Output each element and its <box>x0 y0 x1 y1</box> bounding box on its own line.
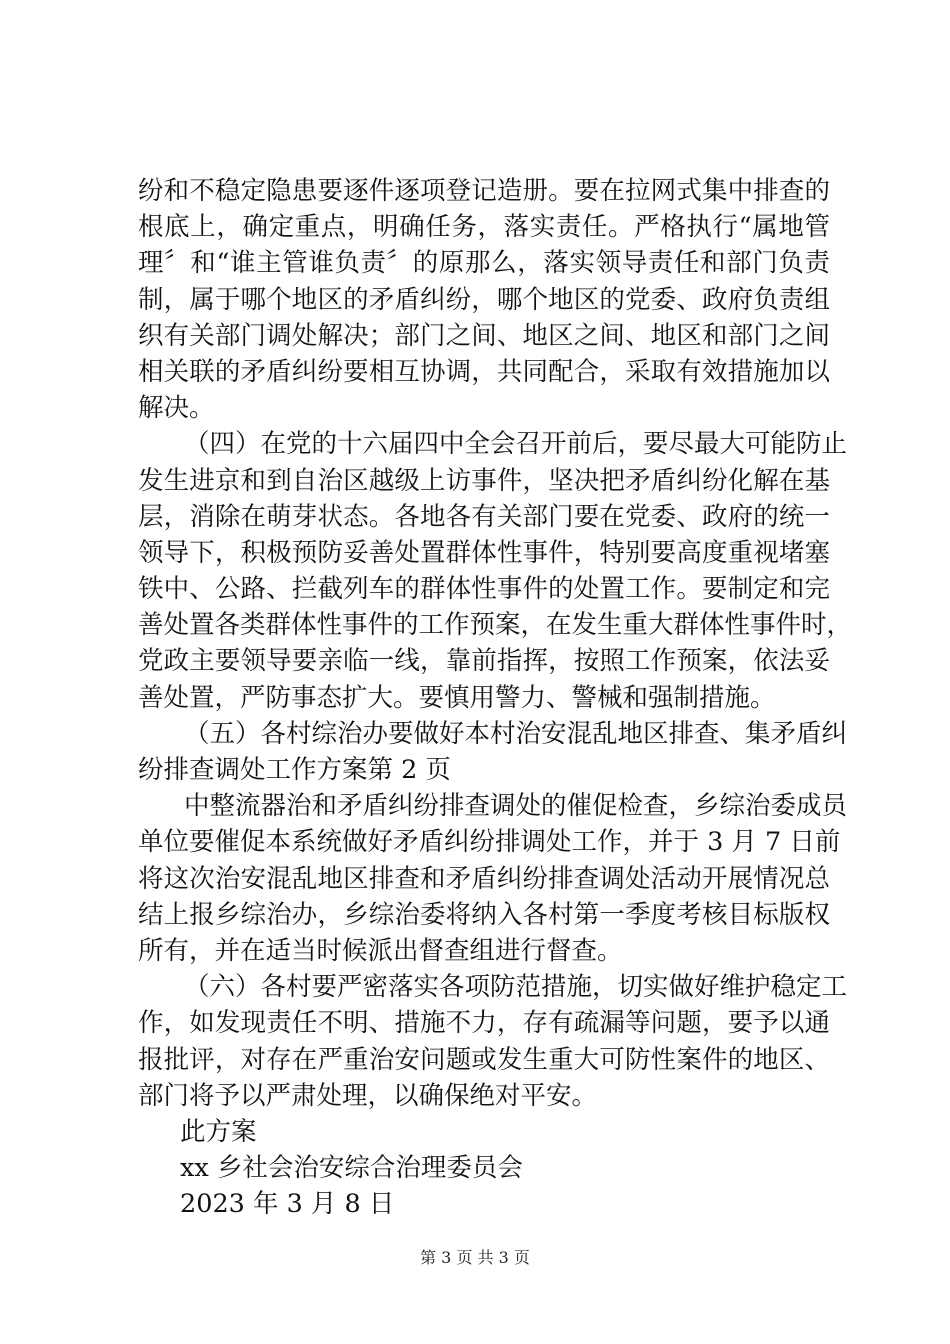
body-line-3: 理〞和“谁主管谁负责〞的原那么，落实领导责任和部门负责 <box>138 248 830 279</box>
body-line-10: 层，消除在萌芽状态。各地各有关部门要在党委、政府的统一 <box>138 501 830 532</box>
body-line-17: 纷排查调处工作方案第 2 页 <box>138 755 451 785</box>
body-line-7: 解决。 <box>138 393 215 424</box>
body-line-11: 领导下，积极预防妥善处置群体性事件，特别要高度重视堵塞 <box>138 537 830 568</box>
body-line-13: 善处置各类群体性事件的工作预案，在发生重大群体性事件时， <box>138 610 853 641</box>
body-line-19: 单位要催促本系统做好矛盾纠纷排调处工作，并于 3 月 7 日前 <box>138 827 841 858</box>
paragraph-5-start: （五）各村综治办要做好本村治安混乱地区排查、集矛盾纠 <box>184 718 848 749</box>
body-line-22: 所有，并在适当时候派出督查组进行督查。 <box>138 935 623 966</box>
document-body <box>138 173 853 1222</box>
body-line-9: 发生进京和到自治区越级上访事件，坚决把矛盾纠纷化解在基 <box>138 465 830 496</box>
closing-note: 此方案 <box>180 1116 257 1147</box>
paragraph-4-start: （四）在党的十六届四中全会召开前后，要尽最大可能防止 <box>184 429 848 460</box>
body-line-12: 铁中、公路、拦截列车的群体性事件的处置工作。要制定和完 <box>138 574 830 605</box>
body-line-4: 制，属于哪个地区的矛盾纠纷，哪个地区的党委、政府负责组 <box>138 284 830 315</box>
body-line-1: 纷和不稳定隐患要逐件逐项登记造册。要在拉网式集中排查的 <box>138 176 830 206</box>
document-date: 2023 年 3 月 8 日 <box>180 1189 395 1220</box>
body-line-24: 作，如发现责任不明、措施不力，存有疏漏等问题，要予以通 <box>138 1008 830 1039</box>
body-line-21: 结上报乡综治办，乡综治委将纳入各村第一季度考核目标版权 <box>138 899 830 930</box>
paragraph-6-start: （六）各村要严密落实各项防范措施，切实做好维护稳定工 <box>184 972 848 1003</box>
issuing-organization: xx 乡社会治安综合治理委员会 <box>180 1153 523 1184</box>
body-line-15: 善处置，严防事态扩大。要慎用警力、警械和强制措施。 <box>138 682 776 713</box>
body-line-14: 党政主要领导要亲临一线，靠前指挥，按照工作预案，依法妥 <box>138 646 830 677</box>
paragraph-5-continued: 中整流器治和矛盾纠纷排查调处的催促检查，乡综治委成员 <box>184 791 848 822</box>
page-footer: 第 3 页 共 3 页 <box>420 1248 530 1267</box>
body-line-20: 将这次治安混乱地区排查和矛盾纠纷排查调处活动开展情况总 <box>138 863 830 894</box>
body-line-6: 相关联的矛盾纠纷要相互协调，共同配合，采取有效措施加以 <box>138 356 830 387</box>
body-line-25: 报批评，对存在严重治安问题或发生重大可防性案件的地区、 <box>138 1044 830 1075</box>
body-line-5: 织有关部门调处解决；部门之间、地区之间、地区和部门之间 <box>138 320 830 351</box>
body-line-26: 部门将予以严肃处理，以确保绝对平安。 <box>138 1080 598 1111</box>
body-line-2: 根底上，确定重点，明确任务，落实责任。严格执行“属地管 <box>138 212 830 243</box>
